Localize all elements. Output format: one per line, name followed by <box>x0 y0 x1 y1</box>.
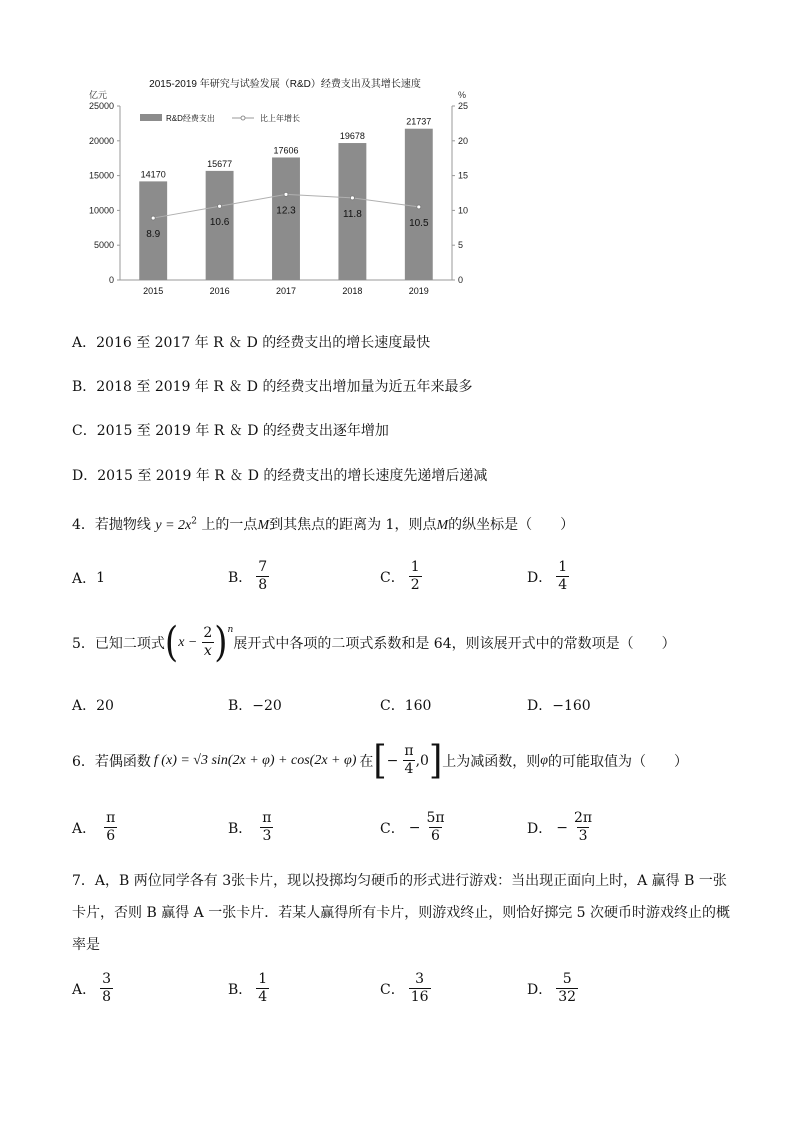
bar-value-label: 15677 <box>207 158 233 169</box>
rd-expenditure-chart <box>80 76 480 301</box>
q7-option-b-fraction <box>256 971 269 1006</box>
q6-interval-right: ,0 <box>415 752 429 769</box>
q5-option-c-value: 160 <box>404 698 432 714</box>
q7-option-d-fraction <box>556 971 578 1006</box>
q7-option-c[interactable] <box>380 971 431 1006</box>
fraction-numerator: 5 <box>562 971 572 987</box>
q6-interval-minus: − <box>386 752 399 769</box>
fraction-numerator: 5π <box>426 810 445 826</box>
q4-equation: y = 2x <box>155 518 192 533</box>
fraction-numerator: π <box>106 810 116 826</box>
q6-stem <box>72 737 688 784</box>
q7-option-d[interactable] <box>527 971 578 1006</box>
q4-point-m: M <box>257 518 270 533</box>
legend-line-marker <box>241 116 245 120</box>
y-right-tick-label: 0 <box>458 275 464 285</box>
q7-option-c-fraction <box>409 971 431 1006</box>
growth-point <box>284 192 288 196</box>
growth-value-label: 11.8 <box>343 208 362 220</box>
fraction-denominator: 6 <box>431 828 440 844</box>
fraction-denominator: 4 <box>258 989 268 1005</box>
fraction-numerator: 7 <box>258 559 268 575</box>
q4-option-d[interactable] <box>527 559 569 594</box>
legend-line-label: 比上年增长 <box>260 114 300 123</box>
q5-option-d-value: −160 <box>552 698 591 714</box>
bar-value-label: 19678 <box>339 131 365 142</box>
q6-text-2: 在 <box>359 753 374 770</box>
fraction-denominator: x <box>203 643 212 659</box>
chart-svg <box>80 76 480 301</box>
q3-option-b[interactable] <box>72 376 472 396</box>
q6-option-c-sign: − <box>408 819 421 836</box>
fraction-denominator: 8 <box>102 989 112 1005</box>
fraction-denominator: 16 <box>410 989 429 1005</box>
q7-stem-line-1: 7．A，B 两位同学各有 3张卡片，现以投掷均匀硬币的形式进行游戏：当出现正面向上时，A 赢得 B 一张 <box>72 873 727 889</box>
q7-option-a-label: A． <box>72 981 97 998</box>
q6-option-b-fraction <box>260 810 273 845</box>
q6-number: 6． <box>72 753 95 770</box>
growth-point <box>417 205 421 209</box>
open-paren: ( <box>164 618 179 667</box>
q7-stem-line-2: 卡片，否则 B 赢得 A 一张卡片．若某人赢得所有卡片，则游戏终止，则恰好掷完 5 次硬币时游戏终止的概 <box>72 905 731 921</box>
q4-option-b[interactable] <box>228 559 269 594</box>
y-left-tick-label: 15000 <box>88 170 114 181</box>
q4-text-3: 到其焦点的距离为 1，则点 <box>269 517 437 533</box>
q4-option-b-fraction <box>256 559 269 594</box>
q3-option-c[interactable] <box>72 420 389 440</box>
close-bracket: ] <box>428 737 443 784</box>
legend-bar-swatch <box>140 114 162 121</box>
q3-option-a[interactable] <box>72 332 430 352</box>
q5-text-1: 已知二项式 <box>94 635 165 652</box>
q3-option-a-text: 2016 至 2017 年 R ＆ D 的经费支出的增长速度最快 <box>96 335 431 351</box>
q6-function: f (x) = √3 sin(2x + φ) + cos(2x + φ) <box>153 752 357 768</box>
growth-value-label: 8.9 <box>146 229 161 241</box>
fraction-denominator: 6 <box>106 828 116 844</box>
q4-option-b-label: B． <box>228 569 253 586</box>
q5-option-a-label: A． <box>72 698 97 714</box>
fraction-numerator: 3 <box>415 971 425 987</box>
q4-option-c-fraction <box>409 559 422 594</box>
q3-option-c-text: 2015 至 2019 年 R ＆ D 的经费支出逐年增加 <box>96 423 389 439</box>
q7-stem-line-3: 率是 <box>72 937 100 953</box>
q5-option-a-value: 20 <box>96 698 114 714</box>
q4-option-d-label: D． <box>527 569 553 586</box>
x-tick-label: 2015 <box>143 286 164 296</box>
q5-option-b[interactable] <box>228 695 282 715</box>
bar <box>272 157 300 280</box>
q4-option-c[interactable] <box>380 559 422 594</box>
q4-number: 4． <box>72 517 95 533</box>
q5-option-c-label: C． <box>380 698 405 714</box>
growth-value-label: 10.6 <box>209 217 230 229</box>
q4-option-a[interactable] <box>72 568 105 588</box>
growth-point <box>151 216 155 220</box>
q3-option-d[interactable] <box>72 465 487 485</box>
growth-point <box>218 204 222 208</box>
q6-option-c-fraction <box>424 810 446 845</box>
y-left-tick-label: 10000 <box>88 205 114 216</box>
q5-stem <box>72 618 676 667</box>
q4-equation-exp: 2 <box>191 516 197 527</box>
q7-option-d-label: D． <box>527 981 553 998</box>
q5-option-c[interactable] <box>380 695 431 715</box>
q5-binomial-fraction <box>201 625 214 660</box>
q6-option-c-label: C． <box>380 820 405 837</box>
y-left-tick-label: 5000 <box>93 240 114 251</box>
fraction-numerator: 1 <box>410 559 420 575</box>
fraction-denominator: 3 <box>262 828 272 844</box>
q6-option-d-sign: − <box>556 819 568 836</box>
growth-value-label: 12.3 <box>276 205 296 217</box>
q3-option-c-label: C． <box>72 423 97 439</box>
q5-option-b-value: −20 <box>252 698 282 714</box>
q6-option-b-label: B． <box>228 820 253 837</box>
q6-option-d-label: D． <box>527 820 553 837</box>
q3-option-b-text: 2018 至 2019 年 R ＆ D 的经费支出增加量为近五年来最多 <box>96 379 473 395</box>
y-right-tick-label: 15 <box>458 170 469 181</box>
q5-option-d-label: D． <box>527 698 553 714</box>
y-left-tick-label: 0 <box>108 275 114 285</box>
q4-text-4: 的纵坐标是（ ） <box>448 517 575 533</box>
q4-option-a-label: A． <box>72 571 97 587</box>
q5-number: 5． <box>72 635 95 652</box>
fraction-denominator: 3 <box>578 828 588 844</box>
fraction-denominator: 4 <box>558 577 568 593</box>
q6-phi: φ <box>540 752 548 768</box>
q6-text-3: 上为减函数，则 <box>442 753 541 770</box>
q4-point-m-2: M <box>436 518 449 533</box>
chart-title: 2015-2019 年研究与试验发展（R&D）经费支出及其增长速度 <box>149 79 421 90</box>
fraction-denominator: 32 <box>558 989 577 1005</box>
fraction-numerator: π <box>262 810 272 826</box>
q7-option-a[interactable] <box>72 971 113 1006</box>
q7-option-b[interactable] <box>228 971 269 1006</box>
q6-interval-fraction <box>402 743 415 778</box>
q7-option-a-fraction <box>100 971 113 1006</box>
q5-option-d[interactable] <box>527 695 591 715</box>
q3-option-b-label: B． <box>72 379 97 395</box>
y-right-tick-label: 5 <box>458 240 464 251</box>
q4-option-d-fraction <box>556 559 569 594</box>
q6-option-a[interactable] <box>72 810 117 845</box>
q5-text-2: 展开式中各项的二项式系数和是 64，则该展开式中的常数项是（ ） <box>233 635 676 652</box>
fraction-denominator: 8 <box>258 577 268 593</box>
fraction-numerator: 2 <box>203 625 213 641</box>
q6-option-c[interactable] <box>380 810 447 845</box>
q3-option-d-text: 2015 至 2019 年 R ＆ D 的经费支出的增长速度先递增后递减 <box>97 468 488 484</box>
q5-binomial-x: x − <box>178 634 198 650</box>
growth-point <box>350 196 354 200</box>
fraction-denominator: 4 <box>404 761 414 777</box>
x-tick-label: 2019 <box>408 286 429 296</box>
fraction-numerator: 1 <box>558 559 568 575</box>
bar-value-label: 21737 <box>406 116 432 127</box>
q4-option-c-label: C． <box>380 569 405 586</box>
close-paren: ) <box>214 618 228 667</box>
y-left-tick-label: 25000 <box>88 101 114 111</box>
bar-value-label: 17606 <box>273 145 299 156</box>
bar <box>405 129 433 280</box>
q3-option-a-label: A． <box>72 335 97 351</box>
q6-option-a-fraction <box>104 810 117 845</box>
q6-text-4: 的可能取值为（ ） <box>547 753 688 770</box>
legend-bar-label: R&D经费支出 <box>166 114 215 123</box>
y-right-unit: % <box>457 90 467 100</box>
q7-option-c-label: C． <box>380 981 405 998</box>
y-right-tick-label: 20 <box>458 135 469 146</box>
y-left-tick-label: 20000 <box>88 135 114 146</box>
x-tick-label: 2018 <box>342 286 363 296</box>
q6-text-1: 若偶函数 <box>94 753 151 770</box>
x-tick-label: 2017 <box>275 286 297 296</box>
fraction-numerator: π <box>404 743 414 759</box>
q6-option-b[interactable] <box>228 810 274 845</box>
bar-value-label: 14170 <box>140 169 166 180</box>
q3-option-d-label: D． <box>72 468 98 484</box>
fraction-numerator: 2π <box>573 810 593 826</box>
q5-option-b-label: B． <box>228 698 253 714</box>
q6-option-d[interactable] <box>527 810 594 845</box>
q5-exponent: n <box>227 625 234 635</box>
fraction-numerator: 1 <box>258 971 268 987</box>
q4-option-a-value: 1 <box>96 570 106 586</box>
q5-option-a[interactable] <box>72 695 114 715</box>
y-right-tick-label: 25 <box>458 101 469 111</box>
q6-option-a-label: A． <box>72 820 97 837</box>
q6-option-d-fraction <box>572 810 594 845</box>
open-bracket: [ <box>373 737 387 784</box>
y-right-tick-label: 10 <box>458 205 469 216</box>
fraction-numerator: 3 <box>102 971 112 987</box>
growth-value-label: 10.5 <box>409 217 429 229</box>
fraction-denominator: 2 <box>410 577 420 593</box>
y-left-unit: 亿元 <box>88 90 108 100</box>
q4-stem <box>72 514 574 534</box>
q4-text-1: 若抛物线 <box>94 517 151 533</box>
x-tick-label: 2016 <box>209 286 230 296</box>
q4-text-2: 上的一点 <box>201 517 258 533</box>
q7-option-b-label: B． <box>228 981 253 998</box>
